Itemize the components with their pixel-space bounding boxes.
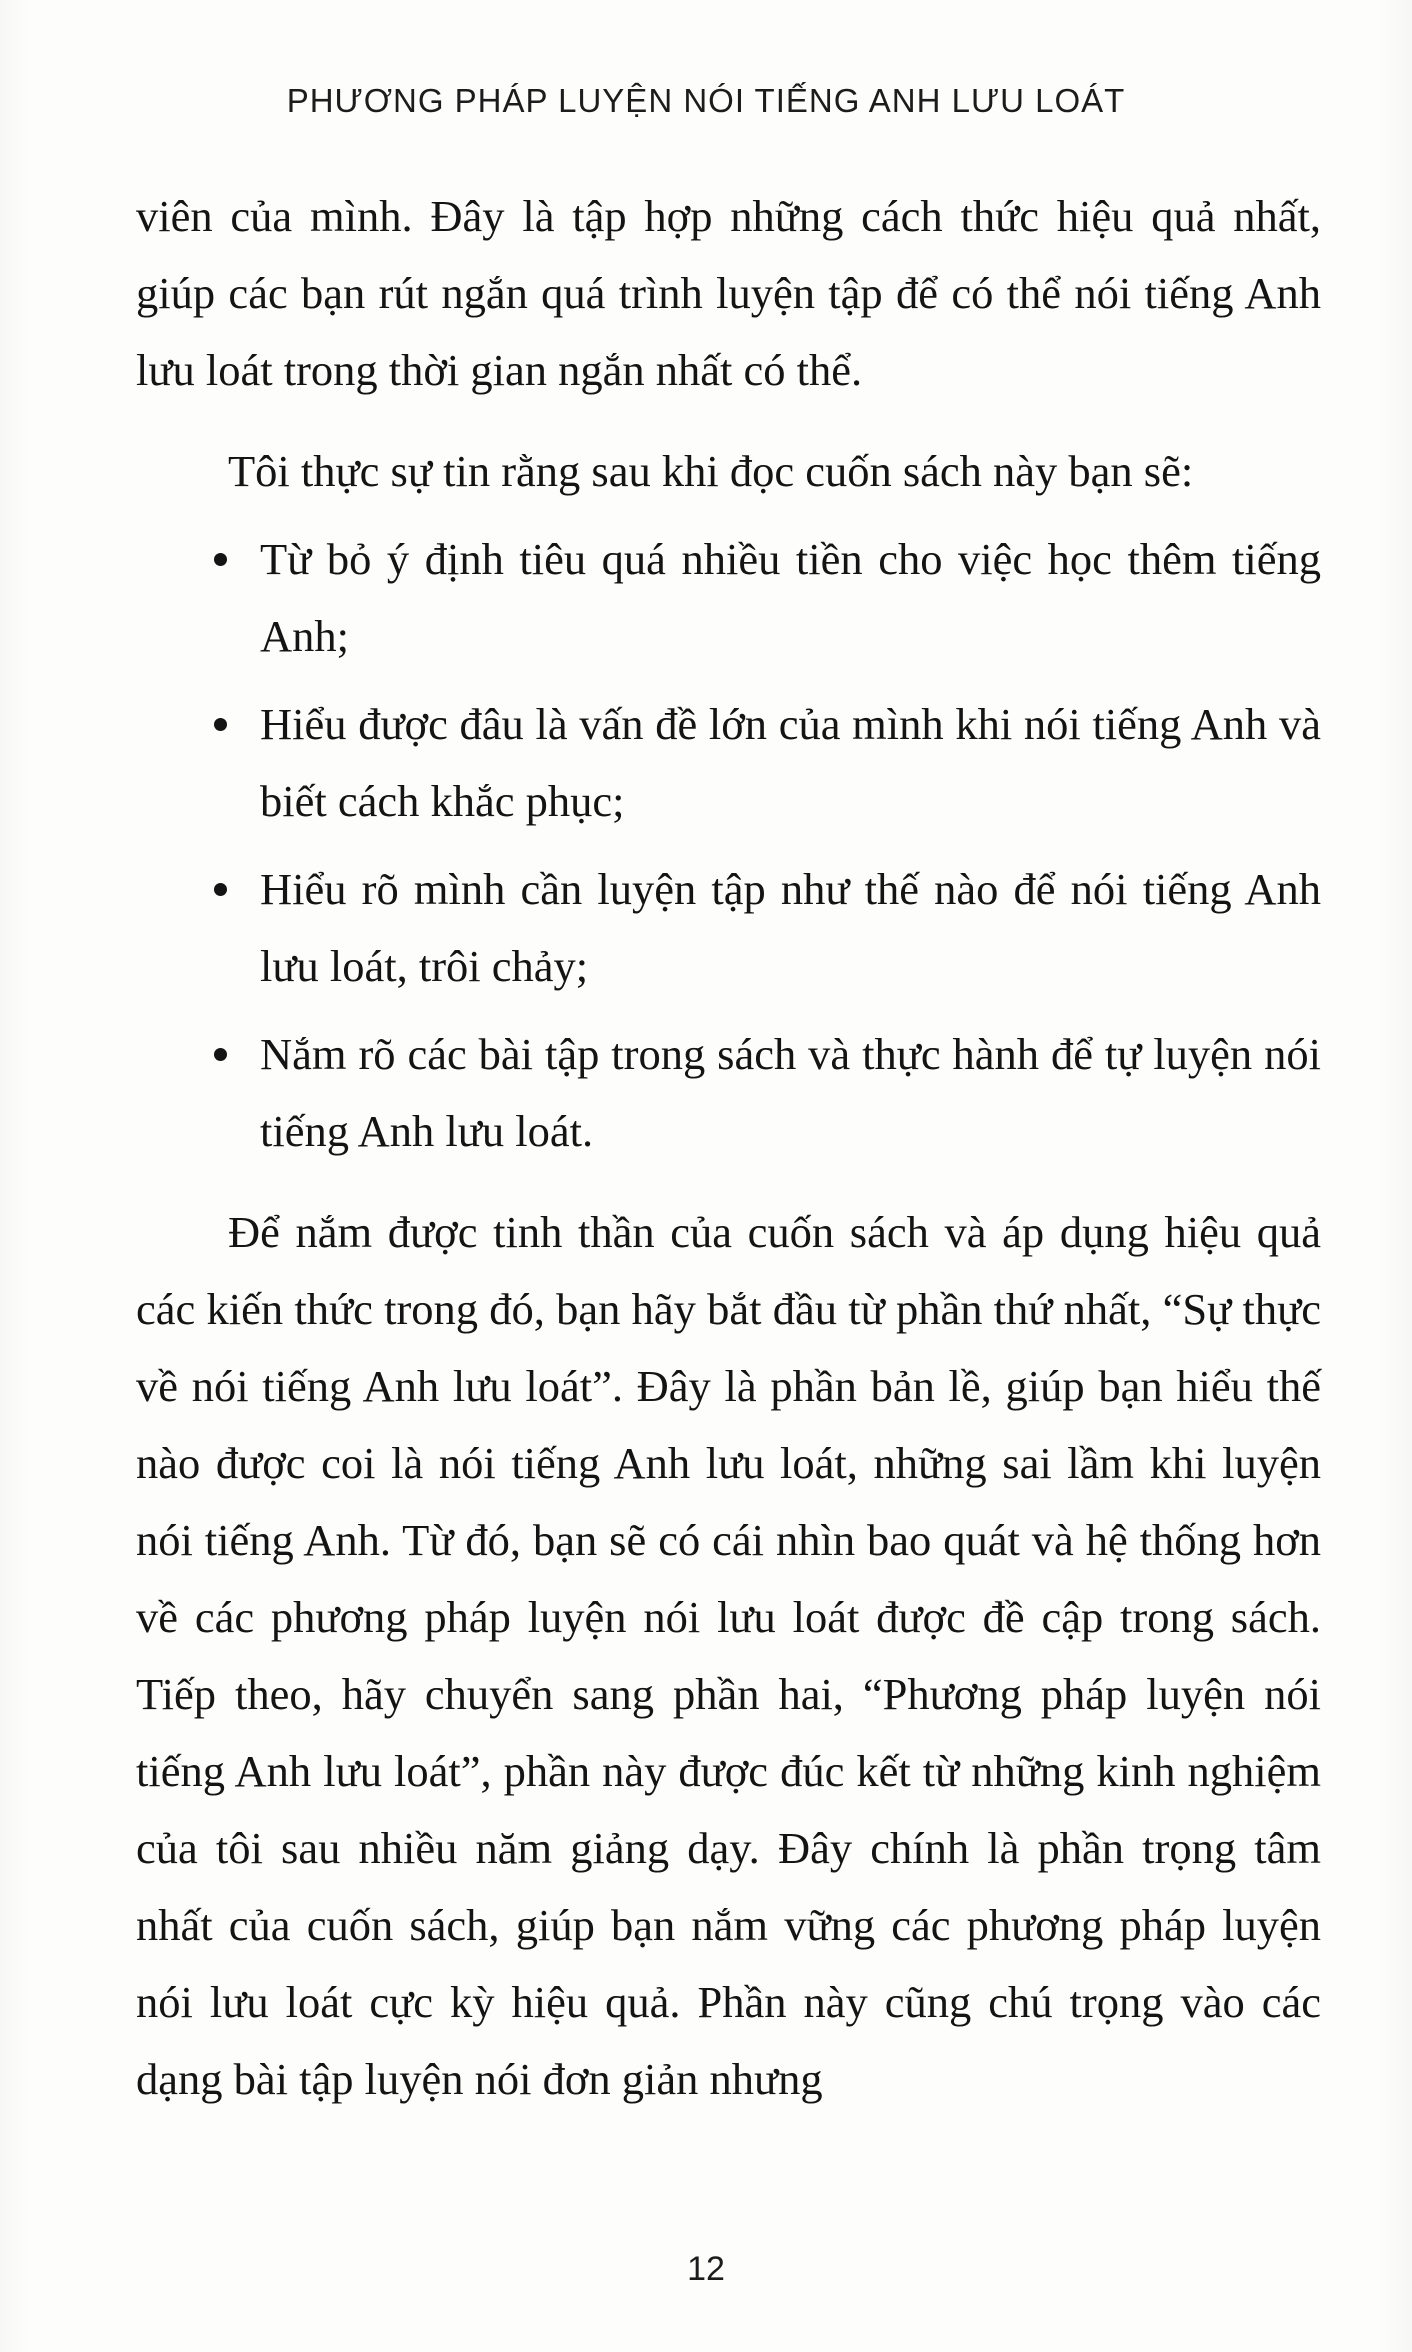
lead-in-sentence: Tôi thực sự tin rằng sau khi đọc cuốn sách này bạn sẽ: <box>228 446 1194 496</box>
list-item-text: Hiểu được đâu là vấn đề lớn của mình khi nói tiếng Anh và biết cách khắc phục; <box>260 699 1321 826</box>
bullet-dot-icon <box>214 883 227 896</box>
page-number: 12 <box>687 2250 725 2288</box>
body-text <box>136 178 1321 2118</box>
list-item-text: Từ bỏ ý định tiêu quá nhiều tiền cho việc học thêm tiếng Anh; <box>260 534 1321 661</box>
list-item <box>136 521 1321 675</box>
list-item <box>136 851 1321 1005</box>
list-item-text: Hiểu rõ mình cần luyện tập như thế nào để nói tiếng Anh lưu loát, trôi chảy; <box>260 864 1321 991</box>
bullet-dot-icon <box>214 553 227 566</box>
bullet-dot-icon <box>214 1048 227 1061</box>
opening-paragraph: viên của mình. Đây là tập hợp những cách thức hiệu quả nhất, giúp các bạn rút ngắn quá trình luyện tập để có thể nói tiếng Anh lưu loát trong thời gian ngắn nhất có thể. <box>136 191 1321 395</box>
running-header: PHƯƠNG PHÁP LUYỆN NÓI TIẾNG ANH LƯU LOÁT <box>286 82 1126 119</box>
list-item <box>136 1016 1321 1170</box>
bullet-dot-icon <box>214 718 227 731</box>
list-item-text: Nắm rõ các bài tập trong sách và thực hành để tự luyện nói tiếng Anh lưu loát. <box>260 1029 1321 1156</box>
bullet-list <box>136 521 1321 1170</box>
list-item <box>136 686 1321 840</box>
closing-paragraph: Để nắm được tinh thần của cuốn sách và áp dụng hiệu quả các kiến thức trong đó, bạn hãy bắt đầu từ phần thứ nhất, “Sự thực về nói tiếng Anh lưu loát”. Đây là phần bản lề, giúp bạn hiểu thế nào được coi là nói tiếng Anh lưu loát, những sai lầm khi luyện nói tiếng Anh. Từ đó, bạn sẽ có cái nhìn bao quát và hệ thống hơn về các phương pháp luyện nói lưu loát được đề cập trong sách. Tiếp theo, hãy chuyển sang phần hai, “Phương pháp luyện nói tiếng Anh lưu loát”, phần này được đúc kết từ những kinh nghiệm của tôi sau nhiều năm giảng dạy. Đây chính là phần trọng tâm nhất của cuốn sách, giúp bạn nắm vững các phương pháp luyện nói lưu loát cực kỳ hiệu quả. Phần này cũng chú trọng vào các dạng bài tập luyện nói đơn giản nhưng <box>136 1207 1321 2104</box>
